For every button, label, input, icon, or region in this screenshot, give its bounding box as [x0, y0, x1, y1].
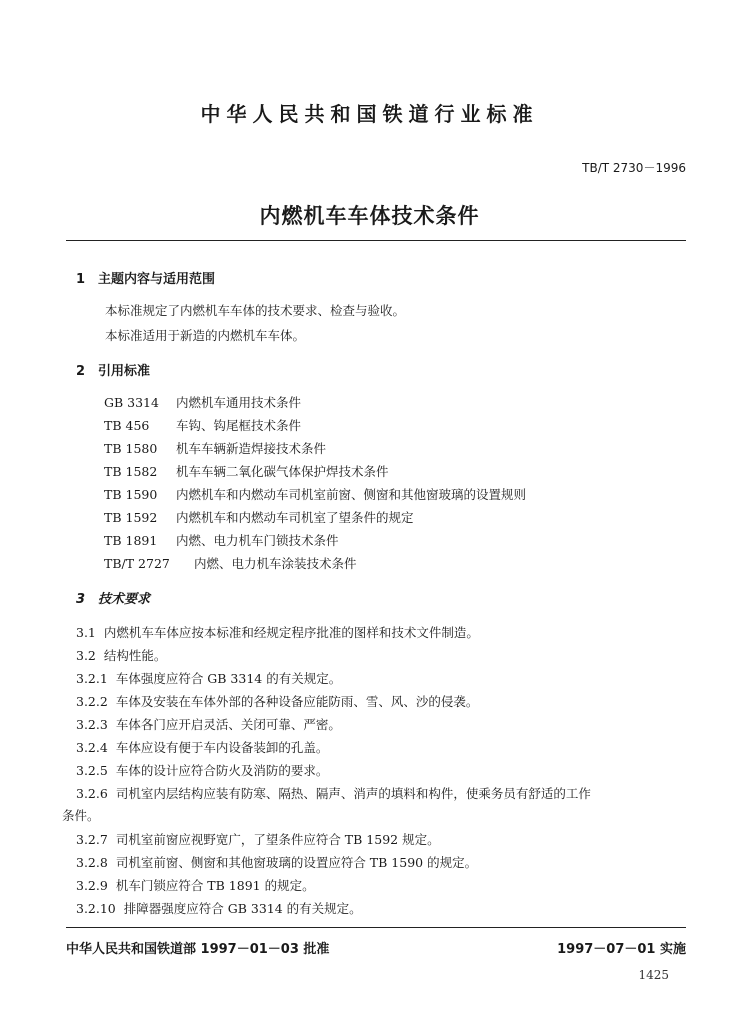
reference-title: 内燃、电力机车门锁技术条件 [176, 533, 339, 548]
clause-number: 3.2 [76, 648, 96, 663]
reference-item [104, 439, 326, 457]
reference-code: TB 1582 [104, 464, 158, 479]
section-title: 主题内容与适用范围 [98, 272, 216, 287]
clause [76, 761, 328, 779]
reference-title: 内燃机车和内燃动车司机室前窗、侧窗和其他窗玻璃的设置规则 [176, 487, 527, 502]
clause-text: 排障器强度应符合 GB 3314 的有关规定。 [123, 901, 362, 916]
footer-divider [66, 927, 686, 928]
reference-code: GB 3314 [104, 395, 159, 410]
reference-code: TB/T 2727 [104, 556, 170, 571]
section-1-heading [76, 268, 215, 287]
clause-text: 内燃机车车体应按本标准和经规定程序批准的图样和技术文件制造。 [103, 625, 479, 640]
clause [76, 669, 341, 687]
reference-title: 内燃机车通用技术条件 [176, 395, 302, 410]
clause-text: 车体的设计应符合防火及消防的要求。 [115, 763, 329, 778]
clause-number: 3.2.10 [76, 901, 116, 916]
reference-item [104, 393, 301, 411]
reference-item [104, 508, 414, 526]
clause-number: 3.2.6 [76, 786, 108, 801]
clause-text: 车体应设有便于车内设备装卸的孔盖。 [115, 740, 329, 755]
section-3-heading [76, 588, 150, 607]
section-number: 3 [76, 592, 86, 607]
reference-title: 机车车辆新造焊接技术条件 [176, 441, 327, 456]
reference-title: 内燃机车和内燃动车司机室了望条件的规定 [176, 510, 414, 525]
section-number: 2 [76, 364, 86, 379]
section-title: 技术要求 [98, 592, 151, 607]
reference-code: TB 1592 [104, 510, 158, 525]
clause-text: 机车门锁应符合 TB 1891 的规定。 [115, 878, 315, 893]
clause [76, 623, 479, 641]
clause-number: 3.2.2 [76, 694, 108, 709]
clause-number: 3.2.1 [76, 671, 108, 686]
clause [76, 738, 328, 756]
clause-number: 3.2.7 [76, 832, 108, 847]
clause-text: 司机室前窗应视野宽广，了望条件应符合 TB 1592 规定。 [115, 832, 440, 847]
standard-category-title: 中华人民共和国铁道行业标准 [200, 102, 539, 126]
clause [76, 692, 478, 710]
document-title: 内燃机车车体技术条件 [259, 204, 480, 228]
reference-title: 机车车辆二氧化碳气体保护焊技术条件 [176, 464, 389, 479]
reference-code: TB 456 [104, 418, 150, 433]
reference-code: TB 1580 [104, 441, 158, 456]
reference-code: TB 1590 [104, 487, 158, 502]
reference-item [104, 462, 389, 480]
section-number: 1 [76, 272, 86, 287]
reference-code: TB 1891 [104, 533, 158, 548]
implementation-line: 1997－07－01 实施 [557, 942, 686, 957]
reference-item [104, 554, 357, 572]
reference-item [104, 531, 339, 549]
clause [76, 715, 341, 733]
clause [76, 646, 166, 664]
clause-continuation: 条件。 [62, 808, 100, 823]
clause [76, 899, 362, 917]
reference-item [104, 416, 301, 434]
clause-text: 司机室内层结构应装有防寒、隔热、隔声、消声的填料和构件，使乘务员有舒适的工作 [115, 786, 591, 801]
standard-number: TB/T 2730－1996 [582, 161, 686, 175]
clause [76, 784, 591, 802]
clause-text: 结构性能。 [103, 648, 167, 663]
clause [76, 830, 440, 848]
clause [76, 853, 477, 871]
clause-number: 3.2.3 [76, 717, 108, 732]
section-1-paragraph: 本标准规定了内燃机车车体的技术要求、检查与验收。 [105, 303, 406, 318]
header-divider [66, 240, 686, 241]
clause [76, 876, 315, 894]
section-2-heading [76, 360, 150, 379]
clause-text: 车体各门应开启灵活、关闭可靠、严密。 [115, 717, 341, 732]
page-number: 1425 [638, 968, 669, 982]
reference-item [104, 485, 526, 503]
clause-number: 3.2.9 [76, 878, 108, 893]
clause-number: 3.1 [76, 625, 96, 640]
clause-text: 车体及安装在车体外部的各种设备应能防雨、雪、风、沙的侵袭。 [115, 694, 479, 709]
clause-text: 司机室前窗、侧窗和其他窗玻璃的设置应符合 TB 1590 的规定。 [115, 855, 478, 870]
section-1-paragraph: 本标准适用于新造的内燃机车车体。 [105, 328, 306, 343]
section-title: 引用标准 [98, 364, 151, 379]
approval-line: 中华人民共和国铁道部 1997－01－03 批准 [66, 942, 330, 957]
reference-title: 车钩、钩尾框技术条件 [176, 418, 302, 433]
clause-number: 3.2.8 [76, 855, 108, 870]
clause-number: 3.2.5 [76, 763, 108, 778]
clause-text: 车体强度应符合 GB 3314 的有关规定。 [115, 671, 342, 686]
reference-title: 内燃、电力机车涂装技术条件 [194, 556, 357, 571]
clause-number: 3.2.4 [76, 740, 108, 755]
